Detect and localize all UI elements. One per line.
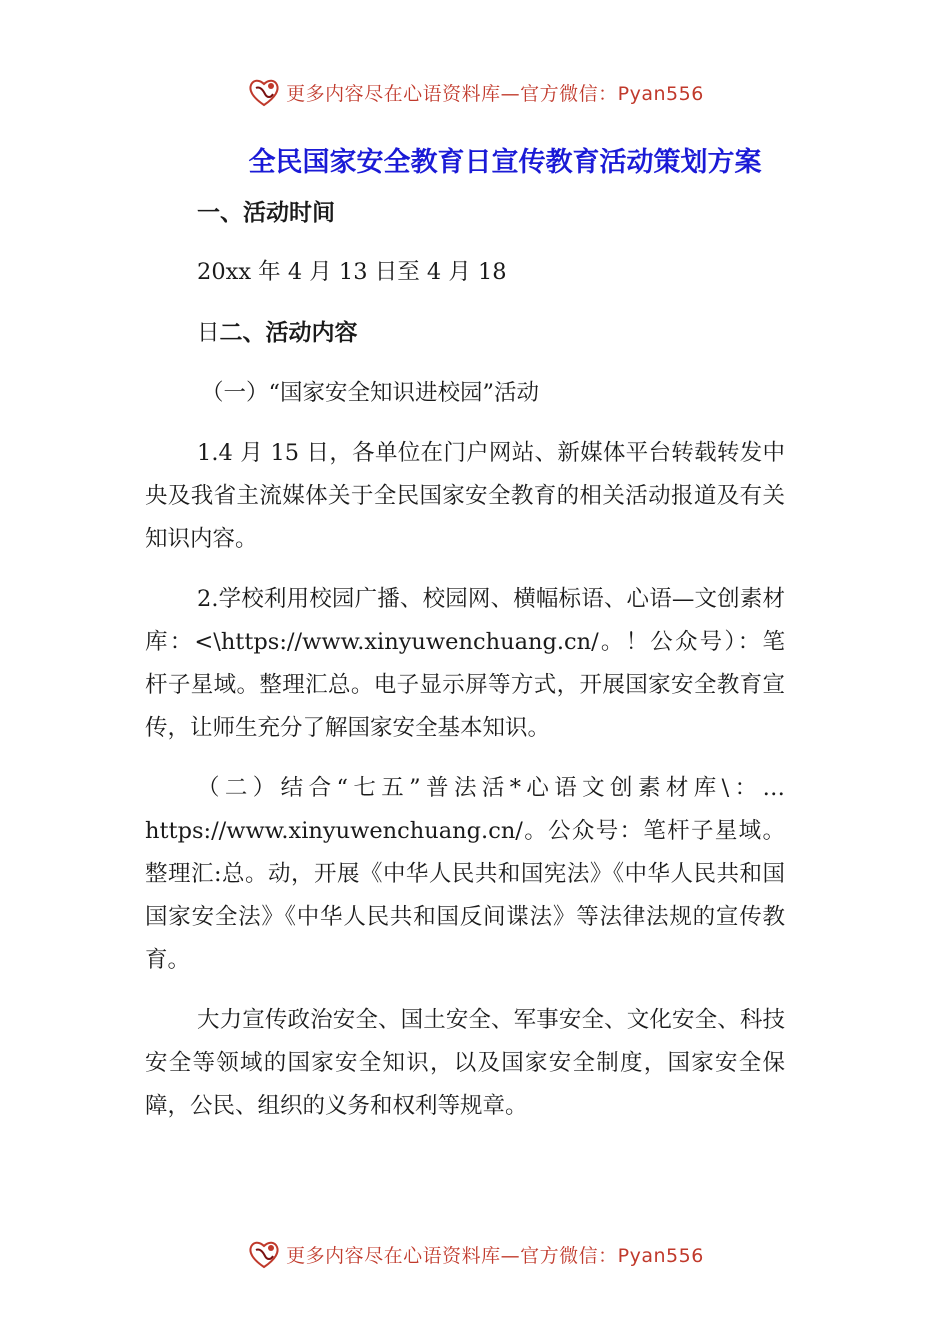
subsection-heading-1: （一）“国家安全知识进校园”活动 [201,380,540,406]
paragraph-4: 大力宣传政治安全、国土安全、军事安全、文化安全、科技安全等领域的国家安全知识，以及国家安全制度，国家安全保障，公民、组织的义务和权利等规章。 [145,1007,785,1119]
section-heading-content-line [145,312,785,355]
time-end-char: 日 [197,320,220,346]
paragraph-2: 2.学校利用校园广播、校园网、横幅标语、心语—文创素材库：<\https://www.xinyuwenchuang.cn/。！公众号）：笔杆子星域。整理汇总。电子显示屏等方式，开展国家安全教育宣传，让师生充分了解国家安全基本知识。 [145,586,785,741]
footer-banner [0,1232,950,1276]
paragraph-3: （二）结合“七五”普法活*心语文创素材库\：…https://www.xinyuwenchuang.cn/。公众号：笔杆子星域。整理汇:总。动，开展《中华人民共和国宪法》《中华人民共和国国家安全法》《中华人民共和国反间谍法》等法律法规的宣传教育。 [145,775,785,973]
document-body [145,192,785,1128]
heart-logo-icon [246,74,282,110]
banner-text: 更多内容尽在心语资料库—官方微信：Pyan556 [286,82,704,105]
paragraph-1: 1.4 月 15 日，各单位在门户网站、新媒体平台转载转发中央及我省主流媒体关于全民国家安全教育的相关活动报道及有关知识内容。 [145,440,785,552]
heart-logo-icon [246,1236,282,1272]
document-title: 全民国家安全教育日宣传教育活动策划方案 [248,147,762,178]
section-heading-content: 二、活动内容 [219,320,358,346]
activity-time: 20xx 年 4 月 13 日至 4 月 18 [197,259,507,285]
header-banner [0,70,950,114]
banner-text: 更多内容尽在心语资料库—官方微信：Pyan556 [286,1244,704,1267]
section-heading-time: 一、活动时间 [197,200,335,226]
